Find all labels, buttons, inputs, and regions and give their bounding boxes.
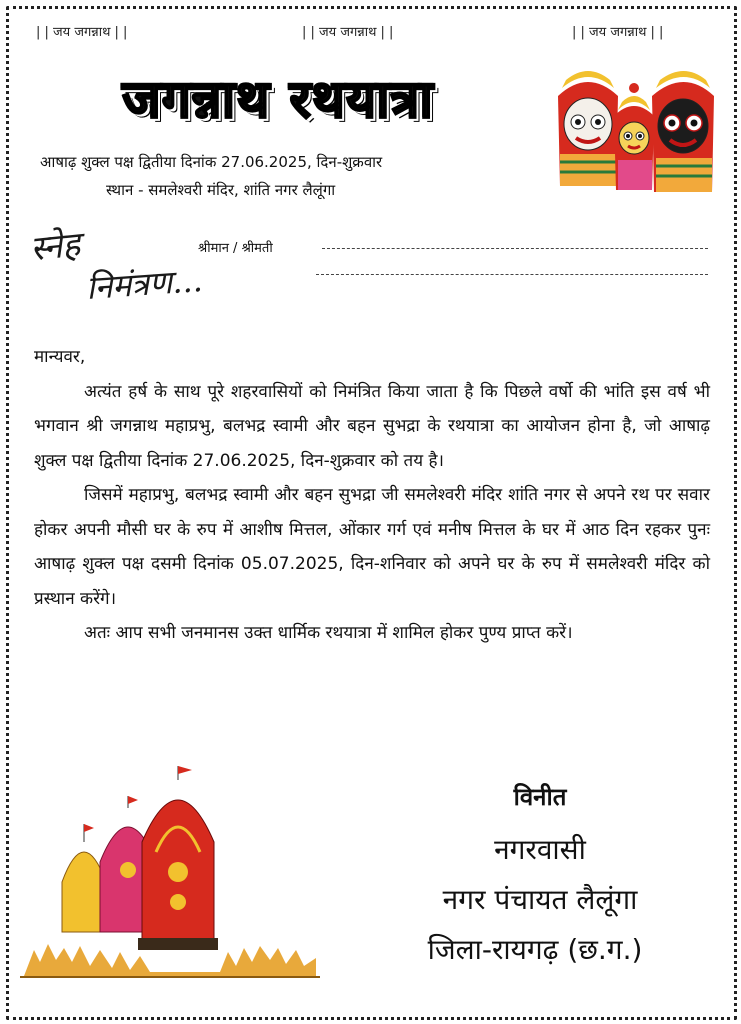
salutation: मान्यवर, (34, 347, 86, 367)
header-jay-left: | | जय जगन्नाथ | | (36, 25, 128, 40)
recipient-label: श्रीमान / श्रीमती (198, 241, 273, 256)
recipient-line-2 (316, 274, 708, 275)
paragraph-2: जिसमें महाप्रभु, बलभद्र स्वामी और बहन सुभद्रा जी समलेश्वरी मंदिर शांति नगर से अपने रथ पर सवार होकर अपनी मौसी घर के रुप में आशीष मित्तल, ओंकार गर्ग एवं मनीष मित्तल के घर में आठ दिन रहकर पुनः आषाढ़ शुक्ल पक्ष दसमी दिनांक 05.07.2025, दिन-शनिवार को अपने घर के रुप में समलेश्वरी मंदिर को प्रस्थान करेंगे। (34, 485, 710, 609)
place-line: स्थान - समलेश्वरी मंदिर, शांति नगर लैलूंगा (106, 181, 336, 199)
header-jay-center: | | जय जगन्नाथ | | (302, 25, 394, 40)
rath-yatra-chariots-image (20, 762, 320, 980)
sneh-nimantran-calligraphy (26, 222, 204, 312)
paragraph-1: अत्यंत हर्ष के साथ पूरे शहरवासियों को निमंत्रित किया जाता है कि पिछले वर्षो की भांति इस वर्ष भी भगवान श्री जगन्नाथ महाप्रभु, बलभद्र स्वामी और बहन सुभद्रा के रथयात्रा का आयोजन होना है, जो आषाढ़ शुक्ल पक्ष द्वितीया दिनांक 27.06.2025, दिन-शुक्रवार को तय है। (34, 381, 710, 471)
recipient-line-1 (322, 248, 708, 249)
letter-body (34, 340, 710, 651)
sneh-text: स्नेह (28, 224, 83, 270)
signature-nagarvasi: नगरवासी (494, 833, 586, 866)
paragraph-3: अतः आप सभी जनमानस उक्त धार्मिक रथयात्रा में शामिल होकर पुण्य प्राप्त करें। (84, 623, 573, 643)
signature-district: जिला-रायगढ़ (छ.ग.) (427, 933, 643, 966)
date-line: आषाढ़ शुक्ल पक्ष द्वितीया दिनांक 27.06.2025, दिन-शुक्रवार (40, 153, 383, 171)
jagannath-deities-image (552, 66, 718, 198)
nimantran-text: निमंत्रण... (84, 260, 204, 308)
signature-nagar-panchayat: नगर पंचायत लैलूंगा (442, 883, 638, 916)
header-jay-right: | | जय जगन्नाथ | | (572, 25, 664, 40)
signature-vinit: विनीत (513, 783, 567, 811)
page-title: जगन्नाथ रथयात्रा (122, 70, 434, 130)
